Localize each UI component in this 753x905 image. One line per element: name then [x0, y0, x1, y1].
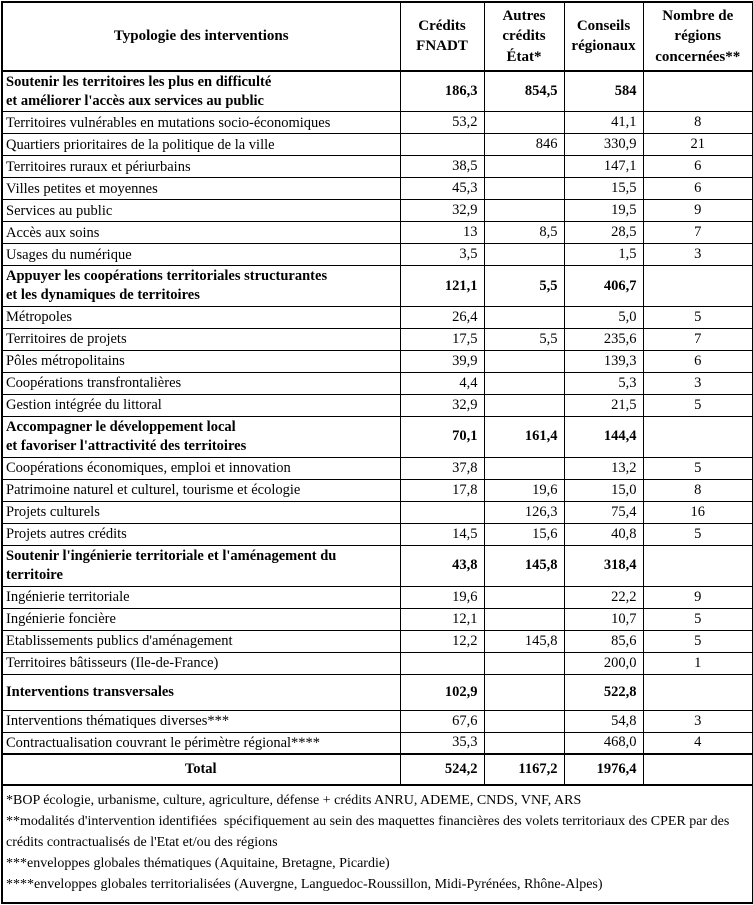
cell-credits-fnadt	[400, 501, 484, 523]
cell-autres-credits-etat: 5,5	[484, 329, 564, 351]
section-row	[2, 417, 753, 458]
cell-conseils-regionaux: 15,0	[564, 479, 643, 501]
cell-nombre-regions	[643, 545, 753, 586]
cell-credits-fnadt: 186,3	[400, 71, 484, 112]
cell-autres-credits-etat	[484, 156, 564, 178]
cell-autres-credits-etat	[484, 351, 564, 373]
cell-autres-credits-etat	[484, 307, 564, 329]
cell-autres-credits-etat	[484, 586, 564, 608]
cell-autres-credits-etat: 145,8	[484, 545, 564, 586]
cell-autres-credits-etat	[484, 732, 564, 754]
cell-typologie: Gestion intégrée du littoral	[2, 395, 400, 417]
cell-typologie: Villes petites et moyennes	[2, 178, 400, 200]
cell-autres-credits-etat	[484, 178, 564, 200]
cell-nombre-regions	[643, 754, 753, 785]
cell-typologie: Pôles métropolitains	[2, 351, 400, 373]
col-header-credits-fnadt: Crédits FNADT	[400, 2, 484, 71]
cell-nombre-regions: 6	[643, 178, 753, 200]
cell-nombre-regions	[643, 674, 753, 710]
cell-autres-credits-etat	[484, 112, 564, 134]
cell-autres-credits-etat	[484, 373, 564, 395]
cell-conseils-regionaux: 5,0	[564, 307, 643, 329]
cell-typologie: Coopérations économiques, emploi et innovation	[2, 457, 400, 479]
footnote: ***enveloppes globales thématiques (Aquitaine, Bretagne, Picardie)	[6, 856, 390, 872]
cell-conseils-regionaux: 13,2	[564, 457, 643, 479]
cell-typologie: Contractualisation couvrant le périmètre régional****	[2, 732, 400, 754]
cell-credits-fnadt	[400, 134, 484, 156]
cell-nombre-regions: 21	[643, 134, 753, 156]
cell-conseils-regionaux: 85,6	[564, 630, 643, 652]
footnotes-cell	[2, 785, 753, 903]
cell-conseils-regionaux: 5,3	[564, 373, 643, 395]
cell-autres-credits-etat: 19,6	[484, 479, 564, 501]
cell-credits-fnadt: 43,8	[400, 545, 484, 586]
item-row	[2, 329, 753, 351]
cell-typologie: Territoires de projets	[2, 329, 400, 351]
cell-nombre-regions: 1	[643, 652, 753, 674]
cell-typologie: Accompagner le développement local et favoriser l'attractivité des territoires	[2, 417, 400, 458]
cell-conseils-regionaux: 522,8	[564, 674, 643, 710]
cell-credits-fnadt: 26,4	[400, 307, 484, 329]
item-row	[2, 200, 753, 222]
item-row	[2, 395, 753, 417]
cell-credits-fnadt: 3,5	[400, 244, 484, 266]
item-row	[2, 351, 753, 373]
cell-nombre-regions: 6	[643, 351, 753, 373]
table-footnotes	[2, 785, 753, 903]
cell-credits-fnadt: 35,3	[400, 732, 484, 754]
cell-credits-fnadt	[400, 652, 484, 674]
cell-conseils-regionaux: 200,0	[564, 652, 643, 674]
item-row	[2, 373, 753, 395]
section-row	[2, 674, 753, 710]
cell-typologie: Patrimoine naturel et culturel, tourisme et écologie	[2, 479, 400, 501]
cell-conseils-regionaux: 235,6	[564, 329, 643, 351]
cell-conseils-regionaux: 10,7	[564, 608, 643, 630]
cell-autres-credits-etat: 126,3	[484, 501, 564, 523]
section-row	[2, 545, 753, 586]
cell-typologie: Accès aux soins	[2, 222, 400, 244]
cell-conseils-regionaux: 40,8	[564, 523, 643, 545]
item-row	[2, 586, 753, 608]
footnote: ****enveloppes globales territorialisées (Auvergne, Languedoc-Roussillon, Midi-Pyrénées, Rhône-Alpes)	[6, 877, 603, 893]
cell-conseils-regionaux: 1976,4	[564, 754, 643, 785]
item-row	[2, 630, 753, 652]
cell-autres-credits-etat	[484, 395, 564, 417]
cell-typologie: Territoires vulnérables en mutations socio-économiques	[2, 112, 400, 134]
cell-conseils-regionaux: 41,1	[564, 112, 643, 134]
cell-credits-fnadt: 121,1	[400, 266, 484, 307]
interventions-table	[1, 1, 753, 904]
cell-typologie: Quartiers prioritaires de la politique de la ville	[2, 134, 400, 156]
cell-nombre-regions: 3	[643, 244, 753, 266]
item-row	[2, 479, 753, 501]
cell-typologie: Soutenir l'ingénierie territoriale et l'aménagement du territoire	[2, 545, 400, 586]
cell-autres-credits-etat	[484, 608, 564, 630]
cell-typologie: Interventions transversales	[2, 674, 400, 710]
cell-conseils-regionaux: 75,4	[564, 501, 643, 523]
cell-autres-credits-etat	[484, 674, 564, 710]
cell-credits-fnadt: 32,9	[400, 395, 484, 417]
cell-nombre-regions: 9	[643, 586, 753, 608]
cell-credits-fnadt: 14,5	[400, 523, 484, 545]
cell-typologie: Métropoles	[2, 307, 400, 329]
cell-conseils-regionaux: 406,7	[564, 266, 643, 307]
cell-typologie: Usages du numérique	[2, 244, 400, 266]
cell-credits-fnadt: 524,2	[400, 754, 484, 785]
cell-conseils-regionaux: 330,9	[564, 134, 643, 156]
cell-autres-credits-etat: 8,5	[484, 222, 564, 244]
cell-nombre-regions: 3	[643, 373, 753, 395]
cell-autres-credits-etat	[484, 457, 564, 479]
cell-autres-credits-etat: 145,8	[484, 630, 564, 652]
cell-typologie: Territoires ruraux et périurbains	[2, 156, 400, 178]
cell-autres-credits-etat	[484, 652, 564, 674]
item-row	[2, 178, 753, 200]
cell-credits-fnadt: 17,5	[400, 329, 484, 351]
cell-typologie: Projets culturels	[2, 501, 400, 523]
cell-conseils-regionaux: 1,5	[564, 244, 643, 266]
cell-conseils-regionaux: 21,5	[564, 395, 643, 417]
cell-conseils-regionaux: 19,5	[564, 200, 643, 222]
cell-nombre-regions: 5	[643, 608, 753, 630]
cell-typologie: Appuyer les coopérations territoriales structurantes et les dynamiques de territoires	[2, 266, 400, 307]
item-row	[2, 244, 753, 266]
cell-credits-fnadt: 17,8	[400, 479, 484, 501]
cell-autres-credits-etat: 846	[484, 134, 564, 156]
cell-nombre-regions: 9	[643, 200, 753, 222]
item-row	[2, 156, 753, 178]
cell-autres-credits-etat	[484, 200, 564, 222]
col-header-typologie: Typologie des interventions	[2, 2, 400, 71]
cell-credits-fnadt: 19,6	[400, 586, 484, 608]
item-row	[2, 222, 753, 244]
cell-typologie: Ingénierie foncière	[2, 608, 400, 630]
cell-nombre-regions: 8	[643, 479, 753, 501]
cell-credits-fnadt: 37,8	[400, 457, 484, 479]
cell-nombre-regions	[643, 417, 753, 458]
cell-nombre-regions: 4	[643, 732, 753, 754]
cell-autres-credits-etat: 1167,2	[484, 754, 564, 785]
cell-typologie: Etablissements publics d'aménagement	[2, 630, 400, 652]
item-row	[2, 710, 753, 732]
cell-credits-fnadt: 45,3	[400, 178, 484, 200]
item-row	[2, 307, 753, 329]
cell-conseils-regionaux: 54,8	[564, 710, 643, 732]
cell-typologie: Territoires bâtisseurs (Ile-de-France)	[2, 652, 400, 674]
cell-conseils-regionaux: 22,2	[564, 586, 643, 608]
cell-credits-fnadt: 53,2	[400, 112, 484, 134]
footnote: *BOP écologie, urbanisme, culture, agriculture, défense + crédits ANRU, ADEME, CNDS, VNF, ARS	[6, 793, 582, 809]
item-row	[2, 457, 753, 479]
cell-credits-fnadt: 13	[400, 222, 484, 244]
cell-nombre-regions: 5	[643, 523, 753, 545]
cell-autres-credits-etat	[484, 710, 564, 732]
cell-conseils-regionaux: 147,1	[564, 156, 643, 178]
cell-credits-fnadt: 70,1	[400, 417, 484, 458]
item-row	[2, 501, 753, 523]
cell-nombre-regions: 7	[643, 222, 753, 244]
header-row	[2, 2, 753, 71]
cell-typologie: Interventions thématiques diverses***	[2, 710, 400, 732]
item-row	[2, 523, 753, 545]
cell-credits-fnadt: 12,1	[400, 608, 484, 630]
cell-credits-fnadt: 67,6	[400, 710, 484, 732]
cell-nombre-regions: 5	[643, 307, 753, 329]
cell-typologie: Projets autres crédits	[2, 523, 400, 545]
cell-credits-fnadt: 12,2	[400, 630, 484, 652]
table-body	[2, 71, 753, 786]
cell-autres-credits-etat: 854,5	[484, 71, 564, 112]
cell-credits-fnadt: 4,4	[400, 373, 484, 395]
cell-autres-credits-etat: 5,5	[484, 266, 564, 307]
cell-conseils-regionaux: 584	[564, 71, 643, 112]
cell-conseils-regionaux: 318,4	[564, 545, 643, 586]
col-header-autres-credits-etat: Autres crédits État*	[484, 2, 564, 71]
col-header-nombre-regions: Nombre de régions concernées**	[643, 2, 753, 71]
cell-nombre-regions: 5	[643, 630, 753, 652]
cell-autres-credits-etat: 15,6	[484, 523, 564, 545]
cell-typologie: Soutenir les territoires les plus en difficulté et améliorer l'accès aux services au public	[2, 71, 400, 112]
cell-typologie: Ingénierie territoriale	[2, 586, 400, 608]
cell-typologie: Total	[2, 754, 400, 785]
footnote: **modalités d'intervention identifiées spécifiquement au sein des maquettes financières des volets territoriaux des CPER par des crédits contractualisés de l'Etat et/ou des régions	[6, 814, 733, 851]
item-row	[2, 112, 753, 134]
table-header	[2, 2, 753, 71]
cell-autres-credits-etat	[484, 244, 564, 266]
item-row	[2, 652, 753, 674]
col-header-conseils-regionaux: Conseils régionaux	[564, 2, 643, 71]
cell-conseils-regionaux: 139,3	[564, 351, 643, 373]
section-row	[2, 71, 753, 112]
cell-typologie: Services au public	[2, 200, 400, 222]
cell-nombre-regions: 7	[643, 329, 753, 351]
cell-nombre-regions: 8	[643, 112, 753, 134]
footnotes-row	[2, 785, 753, 903]
cell-nombre-regions: 16	[643, 501, 753, 523]
cell-nombre-regions: 6	[643, 156, 753, 178]
item-row	[2, 732, 753, 754]
cell-conseils-regionaux: 468,0	[564, 732, 643, 754]
cell-conseils-regionaux: 144,4	[564, 417, 643, 458]
cell-conseils-regionaux: 28,5	[564, 222, 643, 244]
cell-credits-fnadt: 39,9	[400, 351, 484, 373]
cell-nombre-regions	[643, 266, 753, 307]
cell-credits-fnadt: 102,9	[400, 674, 484, 710]
item-row	[2, 608, 753, 630]
total-row	[2, 754, 753, 785]
cell-nombre-regions	[643, 71, 753, 112]
cell-credits-fnadt: 38,5	[400, 156, 484, 178]
cell-nombre-regions: 5	[643, 395, 753, 417]
section-row	[2, 266, 753, 307]
cell-autres-credits-etat: 161,4	[484, 417, 564, 458]
item-row	[2, 134, 753, 156]
cell-nombre-regions: 5	[643, 457, 753, 479]
cell-nombre-regions: 3	[643, 710, 753, 732]
cell-conseils-regionaux: 15,5	[564, 178, 643, 200]
cell-credits-fnadt: 32,9	[400, 200, 484, 222]
cell-typologie: Coopérations transfrontalières	[2, 373, 400, 395]
